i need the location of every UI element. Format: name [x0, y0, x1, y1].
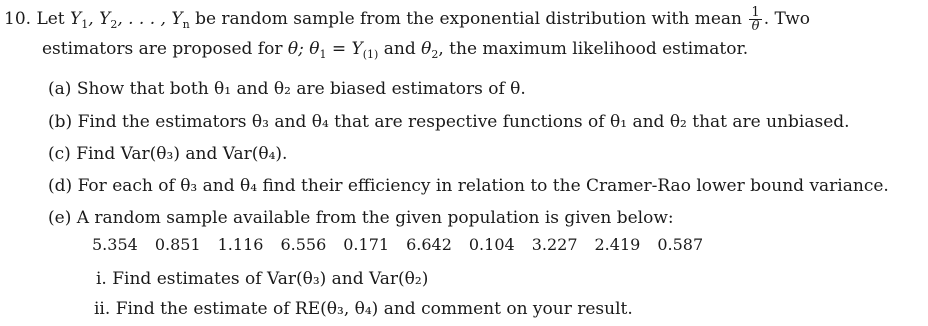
part-d-label: (d): [48, 176, 73, 196]
sample-variables: $Y_1$, $Y_2$, . . . , $Y_n$: [70, 9, 190, 31]
part-e: [48, 207, 674, 229]
subpart-i: [96, 268, 428, 290]
sample-value: 1.116: [217, 235, 264, 254]
line2-text-b: and: [378, 39, 422, 59]
part-a: [48, 78, 526, 100]
sample-value: 3.227: [531, 235, 578, 254]
part-c-text: Find Var(θ₃) and Var(θ₄).: [76, 144, 288, 164]
sample-value: 2.419: [594, 235, 641, 254]
estimator-theta2: $\theta_2$: [421, 39, 439, 61]
subpart-ii-label: ii.: [94, 299, 111, 319]
part-b-text: Find the estimators θ₃ and θ₄ that are respective functions of θ₁ and θ₂ that are unbiased.: [77, 112, 850, 132]
sample-value: 0.587: [657, 235, 704, 254]
fraction-denominator: θ: [751, 19, 760, 34]
part-a-text: Show that both θ₁ and θ₂ are biased estimators of θ.: [76, 79, 526, 99]
mean-fraction: [749, 6, 761, 33]
estimator-theta1-def: θ; $\theta_1 = Y_{(1)}$: [287, 39, 379, 61]
part-c-label: (c): [48, 144, 71, 164]
problem-intro-line1: [4, 6, 810, 36]
sample-value: 0.851: [154, 235, 201, 254]
line2-text-a: estimators are proposed for: [42, 39, 288, 59]
problem-intro-line2: [42, 38, 748, 66]
part-b: [48, 111, 850, 133]
intro-text-b: be random sample from the exponential distribution with mean: [189, 9, 748, 29]
subpart-i-text: Find estimates of Var(θ₃) and Var(θ₂): [112, 269, 429, 289]
part-e-text: A random sample available from the given population is given below:: [76, 208, 674, 228]
sample-value: 6.556: [280, 235, 327, 254]
part-c: [48, 143, 287, 165]
sample-value: 0.104: [468, 235, 515, 254]
part-b-label: (b): [48, 112, 73, 132]
sample-value: 6.642: [406, 235, 452, 254]
part-a-label: (a): [48, 79, 72, 99]
part-d-text: For each of θ₃ and θ₄ find their efficiency in relation to the Cramer-Rao lower bound variance.: [77, 176, 889, 196]
sample-value: 5.354: [92, 235, 138, 254]
part-e-label: (e): [48, 208, 72, 228]
intro-text-c: . Two: [763, 9, 811, 29]
part-d: [48, 175, 889, 197]
intro-text-a: Let: [36, 9, 71, 29]
sample-data-row: [92, 234, 720, 256]
line2-text-c: , the maximum likelihood estimator.: [438, 39, 749, 59]
fraction-numerator: 1: [751, 5, 760, 20]
subpart-ii: [94, 298, 633, 320]
subpart-i-label: i.: [96, 269, 107, 289]
subpart-ii-text: Find the estimate of RE(θ₃, θ₄) and comment on your result.: [115, 299, 633, 319]
sample-value: 0.171: [343, 235, 390, 254]
problem-number: 10.: [4, 9, 32, 29]
